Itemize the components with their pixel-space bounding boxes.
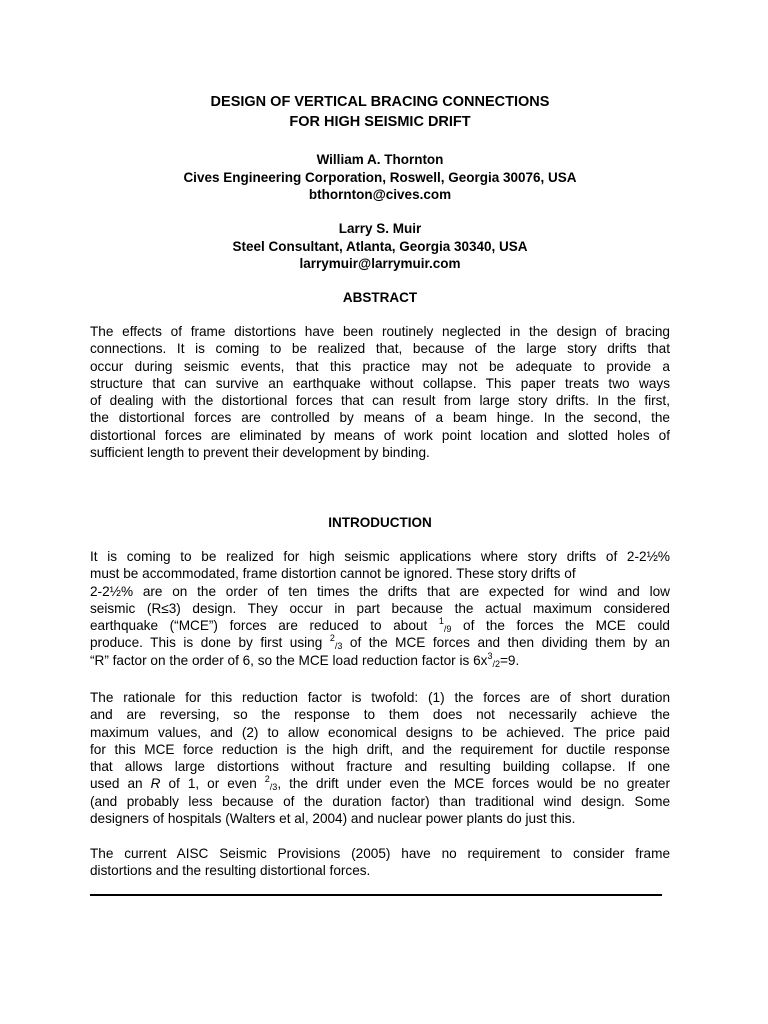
intro-line: maximum values, and (2) to allow economical designs to be achieved. The price paid [90,724,670,740]
title-line-1: DESIGN OF VERTICAL BRACING CONNECTIONS [210,94,550,110]
intro-line: (and probably less because of the duration factor) than traditional wind design. Some [90,793,670,809]
abstract-line: occur during seismic events, that this practice may not be adequate to provide a [90,358,670,374]
author-affiliation: Cives Engineering Corporation, Roswell, Georgia 30076, USA [183,169,577,185]
author-affiliation: Steel Consultant, Atlanta, Georgia 30340, USA [232,238,528,254]
abstract-line: distortional forces are eliminated by means of work point location and slotted holes of [90,427,670,443]
intro-line: produce. This is done by first using $^2_{/3}$ of the MCE forces and then dividing them by an [90,633,670,652]
intro-paragraph-3 [90,845,670,880]
author-block-2 [90,220,670,273]
intro-line: “R” factor on the order of 6, so the MCE load reduction factor is $6x^3_{/2}=9$. [90,650,520,669]
intro-line: for this MCE force reduction is the high drift, and the requirement for ductile response [90,741,670,757]
intro-line: It is coming to be realized for high seismic applications where story drifts of 2-2½% [90,549,670,564]
intro-line: 2-2½% are on the order of ten times the drifts that are expected for wind and low [90,583,670,599]
paper-title [90,92,670,132]
title-line-2: FOR HIGH SEISMIC DRIFT [289,114,471,130]
intro-line: used an R of 1, or even $^2_{/3}$, the drift under even the MCE forces would be no greater [90,774,671,793]
intro-paragraph-2 [90,689,670,827]
intro-line: earthquake (“MCE”) forces are reduced to about $^1_{/9}$ of the forces the MCE could [90,616,670,635]
introduction-heading: INTRODUCTION [328,515,432,530]
author-name: Larry S. Muir [338,221,422,236]
abstract-line: sufficient length to prevent their development by binding. [90,445,430,461]
abstract-line: of dealing with the distortional forces that can result from large story drifts. In the first, [90,393,670,409]
intro-line: seismic (R≤3) design. They occur in part because the actual maximum considered [90,600,670,616]
intro-line: designers of hospitals (Walters et al, 2004) and nuclear power plants do just this. [90,811,576,827]
author-email: bthornton@cives.com [308,187,452,202]
footnote-divider [90,894,662,896]
intro-paragraph-1 [90,548,670,669]
intro-line: that allows large distortions without fracture and resulting building collapse. If one [90,759,670,775]
intro-line: must be accommodated, frame distortion cannot be ignored. These story drifts of [90,566,576,582]
intro-line: The current AISC Seismic Provisions (2005) have no requirement to consider frame [90,846,670,861]
abstract-line: structure that can survive an earthquake without collapse. This paper treats two ways [90,375,670,391]
abstract-line: The effects of frame distortions have been routinely neglected in the design of bracing [90,324,670,339]
author-email: larrymuir@larrymuir.com [299,256,461,271]
abstract-line: connections. It is coming to be realized that, because of the large story drifts that [90,341,670,357]
author-block-1 [90,151,670,204]
intro-line: distortions and the resulting distortional forces. [90,863,371,879]
abstract-line: the distortional forces are controlled by means of a beam hinge. In the second, the [90,410,670,426]
abstract-paragraph [90,323,670,461]
intro-line: The rationale for this reduction factor is twofold: (1) the forces are of short duration [90,690,670,705]
abstract-heading: ABSTRACT [342,290,418,305]
intro-line: and are reversing, so the response to them does not necessarily achieve the [90,707,670,723]
author-name: William A. Thornton [316,152,444,167]
